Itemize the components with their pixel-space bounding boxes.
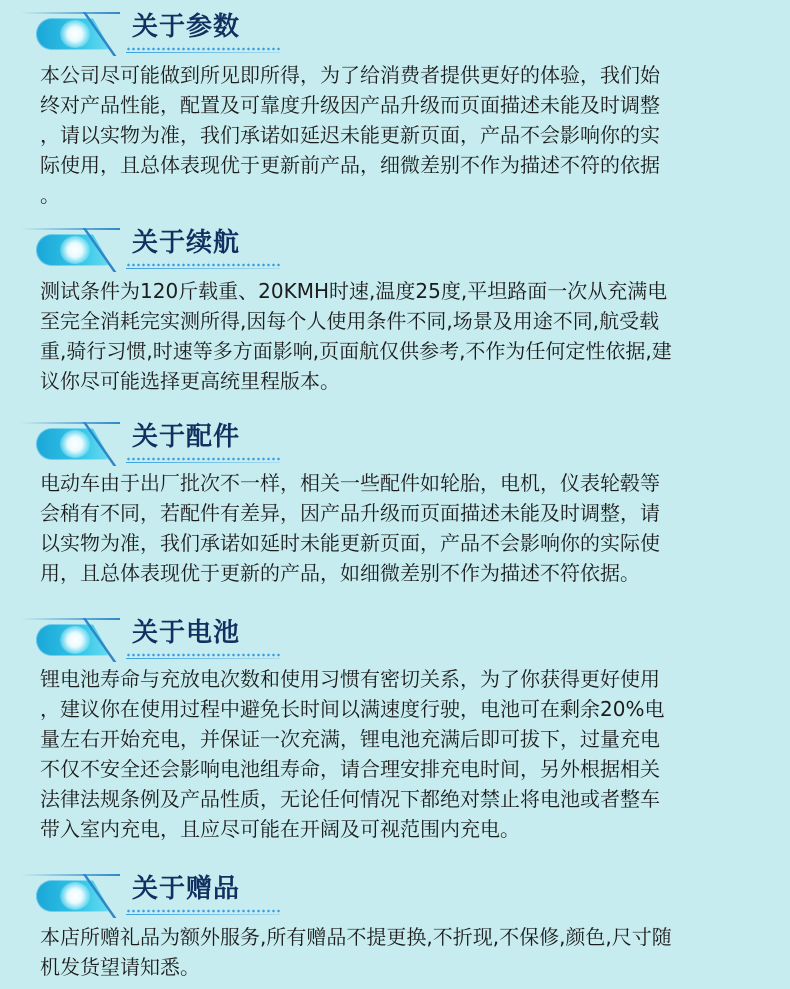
- section-header: [0, 610, 790, 662]
- section-body: 电动车由于出厂批次不一样，相关一些配件如轮胎，电机，仪表轮毂等 会稍有不同，若配件有差异，因产品升级而页面描述未能及时调整，请 以实物为准，我们承诺如延时未能更新页面，产品不会影响你的实际使 用，且总体表现优于更新的产品，如细微差别不作为描述不符依据。: [40, 471, 660, 585]
- section-accessories: [0, 414, 790, 585]
- title-underline: [126, 914, 280, 915]
- section-body: 本公司尽可能做到所见即所得，为了给消费者提供更好的体验，我们始 终对产品性能，配置及可靠度升级因产品升级而页面描述未能及时调整 ，请以实物为准，我们承诺如延迟未能更新页面，产品不会影响你的实 际使用，且总体表现优于更新前产品，细微差别不作为描述不符的依据 。: [40, 63, 660, 207]
- section-title: 关于参数: [132, 12, 241, 42]
- section-body: 测试条件为120斤载重、20KMH时速,温度25度,平坦路面一次从充满电 至完全消耗完实测所得,因每个人使用条件不同,场景及用途不同,航受载 重,骑行习惯,时速等多方面影响,页面航仅供参考,不作为任何定性依据,建 议你尽可能选择更高统里程版本。: [40, 279, 672, 393]
- section-header: [0, 4, 790, 56]
- section-title: 关于续航: [132, 228, 241, 258]
- section-header: [0, 220, 790, 272]
- section-body: 锂电池寿命与充放电次数和使用习惯有密切关系，为了你获得更好使用 ，建议你在使用过程中避免长时间以满速度行驶，电池可在剩余20%电 量左右开始充电，并保证一次充满，锂电池充满后即可拔下，过量充电 不仅不安全还会影响电池组寿命，请合理安排充电时间，另外根据相关 法律法规条例及产品性质，无论任何情况下都绝对禁止将电池或者整车 带入室内充电，且应尽可能在开阔及可视范围内充电。: [40, 667, 665, 841]
- header-decor-line: [20, 618, 120, 620]
- section-title: 关于赠品: [132, 874, 241, 904]
- section-header: [0, 414, 790, 466]
- section-title: 关于配件: [132, 422, 241, 452]
- section-header: [0, 866, 790, 918]
- header-decor-line: [20, 228, 120, 230]
- section-body: 本店所赠礼品为额外服务,所有赠品不提更换,不折现,不保修,颜色,尺寸随 机发货望请知悉。: [40, 925, 672, 979]
- section-title: 关于电池: [132, 618, 241, 648]
- title-underline: [126, 462, 280, 463]
- header-decor-line: [20, 422, 120, 424]
- header-decor-line: [20, 874, 120, 876]
- section-params: [0, 4, 790, 207]
- section-gifts: [0, 866, 790, 979]
- section-battery: [0, 610, 790, 841]
- section-range: [0, 220, 790, 393]
- title-underline: [126, 52, 280, 53]
- header-decor-line: [20, 12, 120, 14]
- title-underline: [126, 268, 280, 269]
- title-underline: [126, 658, 280, 659]
